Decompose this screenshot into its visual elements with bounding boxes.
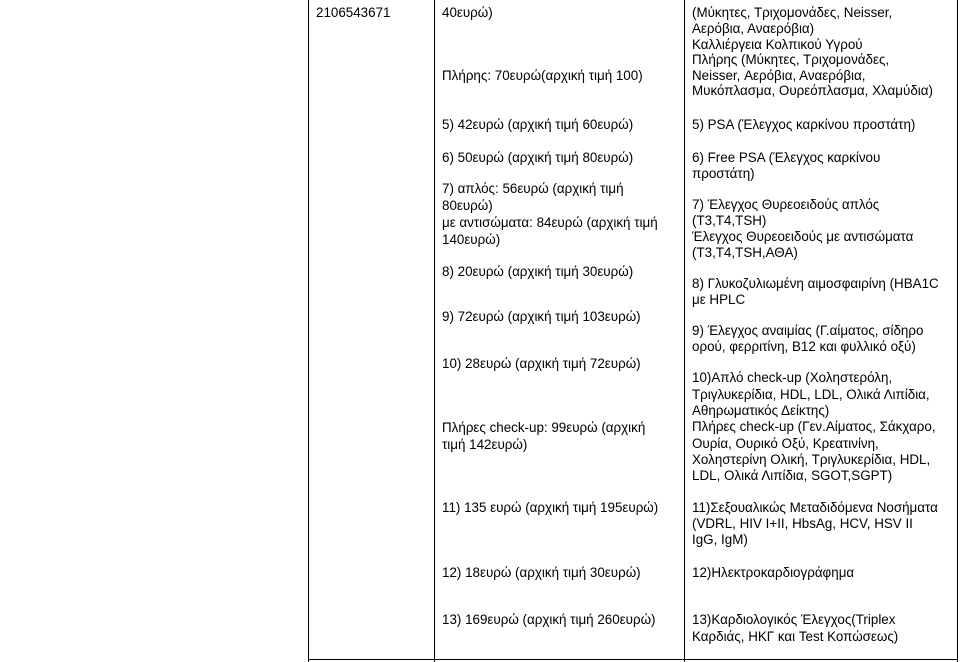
table-divider-2 [684,0,685,662]
table-bottom-border [308,659,958,660]
table-border-left [308,0,309,662]
test-line: (Μύκητες, Τριχομονάδες, Neisser, [692,5,893,20]
test-line: 13)Καρδιολογικός Έλεγχος(Triplex [692,612,896,627]
test-line: IgG, IgM) [692,532,748,547]
test-line: προστάτη) [692,166,755,181]
test-line: Ουρία, Ουρικό Οξύ, Κρεατινίνη, [692,436,879,451]
test-line: Μυκόπλασμα, Ουρεόπλασμα, Χλαμύδια) [692,83,933,98]
phone-number: 2106543671 [316,5,391,20]
test-line: 5) PSA (Έλεγχος καρκίνου προστάτη) [692,117,916,132]
table-border-right [957,0,958,662]
price-line: 10) 28ευρώ (αρχική τιμή 72ευρώ) [442,356,641,371]
test-line: Καρδιάς, ΗΚΓ και Test Κοπώσεως) [692,629,899,644]
price-line: Πλήρες check-up: 99ευρώ (αρχική [442,420,646,435]
test-line: 12)Ηλεκτροκαρδιογράφημα [692,565,855,580]
test-line: LDL, Ολικά Λιπίδια, SGOT,SGPT) [692,468,893,483]
table-divider-1 [434,0,435,662]
test-line: Τριγλυκερίδια, HDL, LDL, Ολικά Λιπίδια, [692,387,930,402]
test-line: 8) Γλυκοζυλιωμένη αιμοσφαιρίνη (HBA1C [692,276,939,291]
test-line: Αθηρωματικός Δείκτης) [692,403,830,418]
test-line: Αερόβια, Αναερόβια) [692,21,815,36]
test-line: ορού, φερριτίνη, Β12 και φυλλικό οξύ) [692,339,916,354]
price-line: 13) 169ευρώ (αρχική τιμή 260ευρώ) [442,612,656,627]
price-line: 8) 20ευρώ (αρχική τιμή 30ευρώ) [442,264,634,279]
test-line: Neisser, Αερόβια, Αναερόβια, [692,68,866,83]
price-line: 80ευρώ) [442,198,493,213]
test-line: 9) Έλεγχος αναιμίας (Γ.αίματος, σίδηρο [692,323,924,338]
price-line: 9) 72ευρώ (αρχική τιμή 103ευρώ) [442,309,641,324]
test-line: (Τ3,Τ4,TSH) [692,213,767,228]
price-line: Πλήρης: 70ευρώ(αρχική τιμή 100) [442,68,643,83]
test-line: Χοληστερίνη Ολική, Τριγλυκερίδια, HDL, [692,452,931,467]
test-line: 6) Free PSA (Έλεγχος καρκίνου [692,150,881,165]
price-line: με αντισώματα: 84ευρώ (αρχική τιμή [442,215,658,230]
price-line: 11) 135 ευρώ (αρχική τιμή 195ευρώ) [442,500,659,515]
test-line: Πλήρες check-up (Γεν.Αίματος, Σάκχαρο, [692,419,936,434]
test-line: 11)Σεξουαλικώς Μεταδιδόμενα Νοσήματα [692,500,938,515]
test-line: Καλλιέργεια Κολπικού Υγρού [692,37,863,52]
price-line: 140ευρώ) [442,232,501,247]
price-line: 12) 18ευρώ (αρχική τιμή 30ευρώ) [442,565,641,580]
price-line: 5) 42ευρώ (αρχική τιμή 60ευρώ) [442,117,634,132]
test-line: (VDRL, HIV I+II, HbsAg, HCV, HSV II [692,516,913,531]
price-line: 7) απλός: 56ευρώ (αρχική τιμή [442,181,624,196]
test-line: 10)Απλό check-up (Χοληστερόλη, [692,370,893,385]
price-line: 40ευρώ) [442,5,493,20]
test-line: Πλήρης (Μύκητες, Τριχομονάδες, [692,52,890,67]
test-line: Έλεγχος Θυρεοειδούς με αντισώματα [692,229,914,244]
test-line: 7) Έλεγχος Θυρεοειδούς απλός [692,197,880,212]
price-line: 6) 50ευρώ (αρχική τιμή 80ευρώ) [442,150,634,165]
price-line: τιμή 142ευρώ) [442,437,528,452]
test-line: (Τ3,Τ4,TSH,ΑΘΑ) [692,245,798,260]
test-line: με HPLC [692,292,746,307]
